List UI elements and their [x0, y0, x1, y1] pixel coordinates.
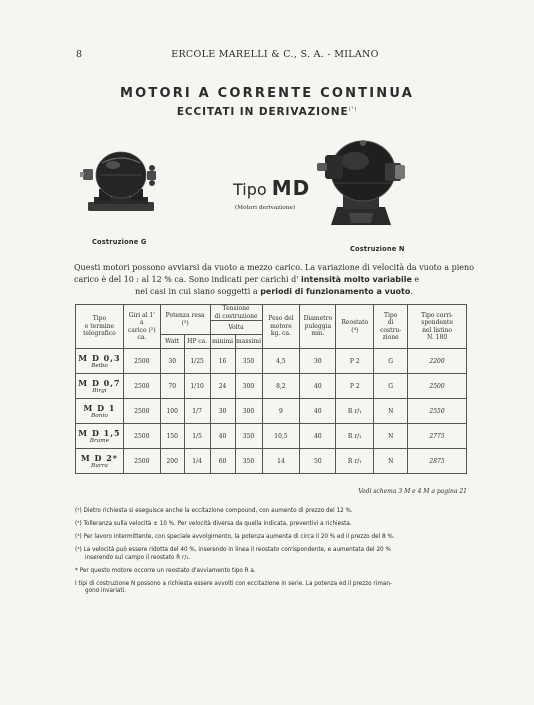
intro-paragraph [74, 262, 474, 298]
cell-diametro: 50 [300, 449, 336, 474]
cell-diametro: 40 [300, 374, 336, 399]
cell-watt: 100 [160, 399, 184, 424]
page-number: 8 [76, 49, 83, 60]
table-row [76, 449, 467, 474]
cell-tipo [76, 424, 124, 449]
cell-tipo [76, 349, 124, 374]
tipo-subtitle: (Motori derivazione) [234, 205, 296, 211]
header-volta: Volta [210, 321, 262, 335]
cell-giri: 2500 [123, 449, 160, 474]
motor-n-illustration [315, 133, 407, 228]
header-giri-line-2: a [140, 319, 144, 326]
header-potenza-line-2: (³) [181, 319, 189, 327]
cell-reostato: R r/₁ [336, 449, 374, 474]
sub-title [0, 106, 534, 118]
table-row [76, 349, 467, 374]
header-reostato-line-2: (⁴) [351, 326, 359, 334]
model-code: M D 0,7 [78, 377, 121, 388]
header-peso [262, 305, 300, 349]
cell-reostato: R r/₁ [336, 399, 374, 424]
footnote-serie [75, 581, 475, 596]
cell-hp: 1/10 [184, 374, 210, 399]
cell-giri: 2500 [123, 424, 160, 449]
intro-line-1: Questi motori possono avviarsi da vuoto a mezzo carico. La variazione di velocità da vuoto a [74, 263, 450, 272]
header-tensione-line-1: Tensione [222, 305, 250, 312]
header-tensione-line-2: di costruzione [214, 312, 258, 320]
cell-vmax: 300 [235, 399, 262, 424]
cell-peso: 14 [262, 449, 300, 474]
header-listino-line-2: spondente [421, 319, 453, 326]
cell-peso: 9 [262, 399, 300, 424]
model-code: M D 1,5 [78, 427, 121, 438]
tipo-code: MD [271, 176, 311, 200]
cell-listino: 2775 [408, 424, 467, 449]
caption-costruzione-n: Costruzione N [350, 245, 405, 253]
cell-costruzione: N [374, 424, 408, 449]
schema-reference: Vedi schema 3 M e 4 M a pagina 21 [358, 488, 467, 495]
header-diametro-line-1: Diametro [303, 315, 333, 323]
cell-reostato: P 2 [336, 374, 374, 399]
cell-peso: 8,2 [262, 374, 300, 399]
cell-vmax: 300 [235, 374, 262, 399]
intro-line-2-bold: intensità molto variabile [300, 275, 412, 284]
cell-vmax: 350 [235, 349, 262, 374]
intro-line-3-text: nei casi in cui siano soggetti a [135, 287, 261, 296]
intro-line-3 [74, 286, 474, 298]
header-costruzione [374, 305, 408, 349]
header-giri [123, 305, 160, 349]
footnote-4 [75, 547, 475, 562]
cell-hp: 1/25 [184, 349, 210, 374]
footnote-1: (¹) Dietro richiesta si eseguisce anche la eccitazione compound, con aumento di prezzo del 12 %. [75, 508, 353, 514]
cell-diametro: 40 [300, 424, 336, 449]
cell-hp: 1/4 [184, 449, 210, 474]
header-tipo-line-2: e termine [84, 322, 115, 330]
cell-hp: 1/7 [184, 399, 210, 424]
cell-reostato: P 2 [336, 349, 374, 374]
cell-costruzione: N [374, 399, 408, 424]
header-tipo [76, 305, 124, 349]
cell-diametro: 30 [300, 349, 336, 374]
header-costruzione-line-1: Tipo [384, 311, 398, 319]
cell-watt: 200 [160, 449, 184, 474]
cell-listino: 2550 [408, 399, 467, 424]
telegraph-term: Birgi [92, 387, 107, 394]
cell-vmin: 60 [210, 449, 235, 474]
header-listino-line-1: Tipo corri- [421, 311, 454, 319]
motor-g-illustration [80, 145, 162, 220]
intro-line-2-end: e [411, 275, 420, 284]
footnote-mark: (¹) [348, 106, 358, 113]
cell-reostato: R r/₁ [336, 424, 374, 449]
header-giri-line-3: carico (²) [127, 326, 156, 334]
cell-listino: 2200 [408, 349, 467, 374]
cell-vmin: 16 [210, 349, 235, 374]
footnote-serie-line-2: gono invariati. [85, 588, 127, 594]
header-costruzione-line-3: costru- [380, 326, 402, 334]
cell-giri: 2500 [123, 374, 160, 399]
main-title: MOTORI A CORRENTE CONTINUA [120, 86, 414, 101]
intro-line-3-bold: periodi di funzionamento a vuoto [260, 287, 411, 296]
header-listino [408, 305, 467, 349]
telegraph-term: Belbo [91, 362, 108, 369]
sub-title-text: ECCITATI IN DERIVAZIONE [176, 106, 349, 118]
header-diametro-line-2: puleggia [304, 322, 332, 330]
cell-watt: 30 [160, 349, 184, 374]
header-diametro [300, 305, 336, 349]
specifications-table [75, 304, 467, 474]
header-giri-line-4: ca. [137, 334, 147, 341]
header-watt: Watt [160, 335, 184, 349]
tipo-prefix: Tipo [233, 180, 267, 199]
header-tipo-line-3: telegrafico [83, 330, 116, 338]
footnotes [75, 508, 475, 601]
footnote-2: (²) Tolleranza sulla velocità ± 10 %. Per velocità diversa da quella indicata, preventivi a richiesta. [75, 521, 352, 527]
cell-watt: 70 [160, 374, 184, 399]
header-hp: HP ca. [184, 335, 210, 349]
table-row [76, 424, 467, 449]
cell-tipo [76, 374, 124, 399]
header-potenza-line-1: Potenza resa [165, 312, 205, 319]
intro-line-2-text: pieno carico è del 10 : al 12 % ca. Sono indicati per carichi d' [74, 263, 475, 284]
header-massimi: massimi [235, 335, 262, 349]
tipo-heading [233, 176, 310, 200]
table-row [76, 399, 467, 424]
cell-peso: 4,5 [262, 349, 300, 374]
model-code: M D 2* [80, 452, 118, 463]
header-reostato-line-1: Reostato [341, 319, 369, 326]
cell-vmax: 350 [235, 424, 262, 449]
cell-hp: 1/5 [184, 424, 210, 449]
header-tipo-line-1: Tipo [92, 315, 107, 323]
header-reostato [336, 305, 374, 349]
footnote-4-line-2: inserendo sul campo il reostato R r/₁. [85, 554, 191, 561]
header-giri-line-1: Giri al 1' [128, 311, 155, 319]
intro-line-3-end: . [410, 287, 413, 296]
header-peso-line-1: Peso del [268, 315, 294, 323]
cell-costruzione: G [374, 374, 408, 399]
header-potenza [160, 305, 210, 335]
model-code: M D 1 [83, 402, 116, 413]
cell-giri: 2500 [123, 349, 160, 374]
cell-vmax: 350 [235, 449, 262, 474]
footnote-asterisk: * Per questo motore occorre un reostato d'avviamento tipo R a. [75, 567, 256, 574]
cell-giri: 2500 [123, 399, 160, 424]
running-title: ERCOLE MARELLI & C., S. A. - MILANO [171, 49, 379, 60]
telegraph-term: Brame [89, 437, 110, 444]
footnote-4-line-1: (⁴) La velocità può essere ridotta del 40 %, inserendo in linea il reostato corrispondente, e aumentata del 20 % [75, 547, 391, 553]
cell-diametro: 40 [300, 399, 336, 424]
cell-costruzione: N [374, 449, 408, 474]
model-code: M D 0,3 [78, 352, 121, 363]
cell-vmin: 30 [210, 399, 235, 424]
header-minimi: minimi [210, 335, 235, 349]
cell-watt: 150 [160, 424, 184, 449]
cell-peso: 10,5 [262, 424, 300, 449]
table-row [76, 374, 467, 399]
cell-vmin: 24 [210, 374, 235, 399]
cell-tipo [76, 399, 124, 424]
header-listino-line-3: nel listino [422, 326, 453, 334]
header-listino-line-4: N. 180 [427, 334, 448, 341]
footnote-serie-line-1: I tipi di costruzione N possono a richiesta essere avvolti con eccitazione in serie. La potenza ed il prezzo riman- [75, 580, 393, 587]
header-tensione [210, 305, 262, 321]
header-peso-line-2: motore [270, 322, 292, 330]
footnote-3: (³) Per lavoro intermittente, con speciale avvolgimento, la potenza aumenta di circa il 20 % ed il prezzo del 8 %. [75, 534, 395, 540]
cell-listino: 2875 [408, 449, 467, 474]
cell-tipo [76, 449, 124, 474]
cell-vmin: 40 [210, 424, 235, 449]
header-diametro-line-3: mm. [311, 330, 325, 338]
telegraph-term: Bonio [91, 412, 108, 419]
caption-costruzione-g: Costruzione G [92, 238, 147, 246]
telegraph-term: Burra [90, 462, 108, 469]
header-costruzione-line-2: di [387, 319, 394, 326]
header-costruzione-line-4: zione [382, 334, 399, 341]
cell-costruzione: G [374, 349, 408, 374]
header-peso-line-3: kg. ca. [270, 330, 292, 338]
cell-listino: 2500 [408, 374, 467, 399]
